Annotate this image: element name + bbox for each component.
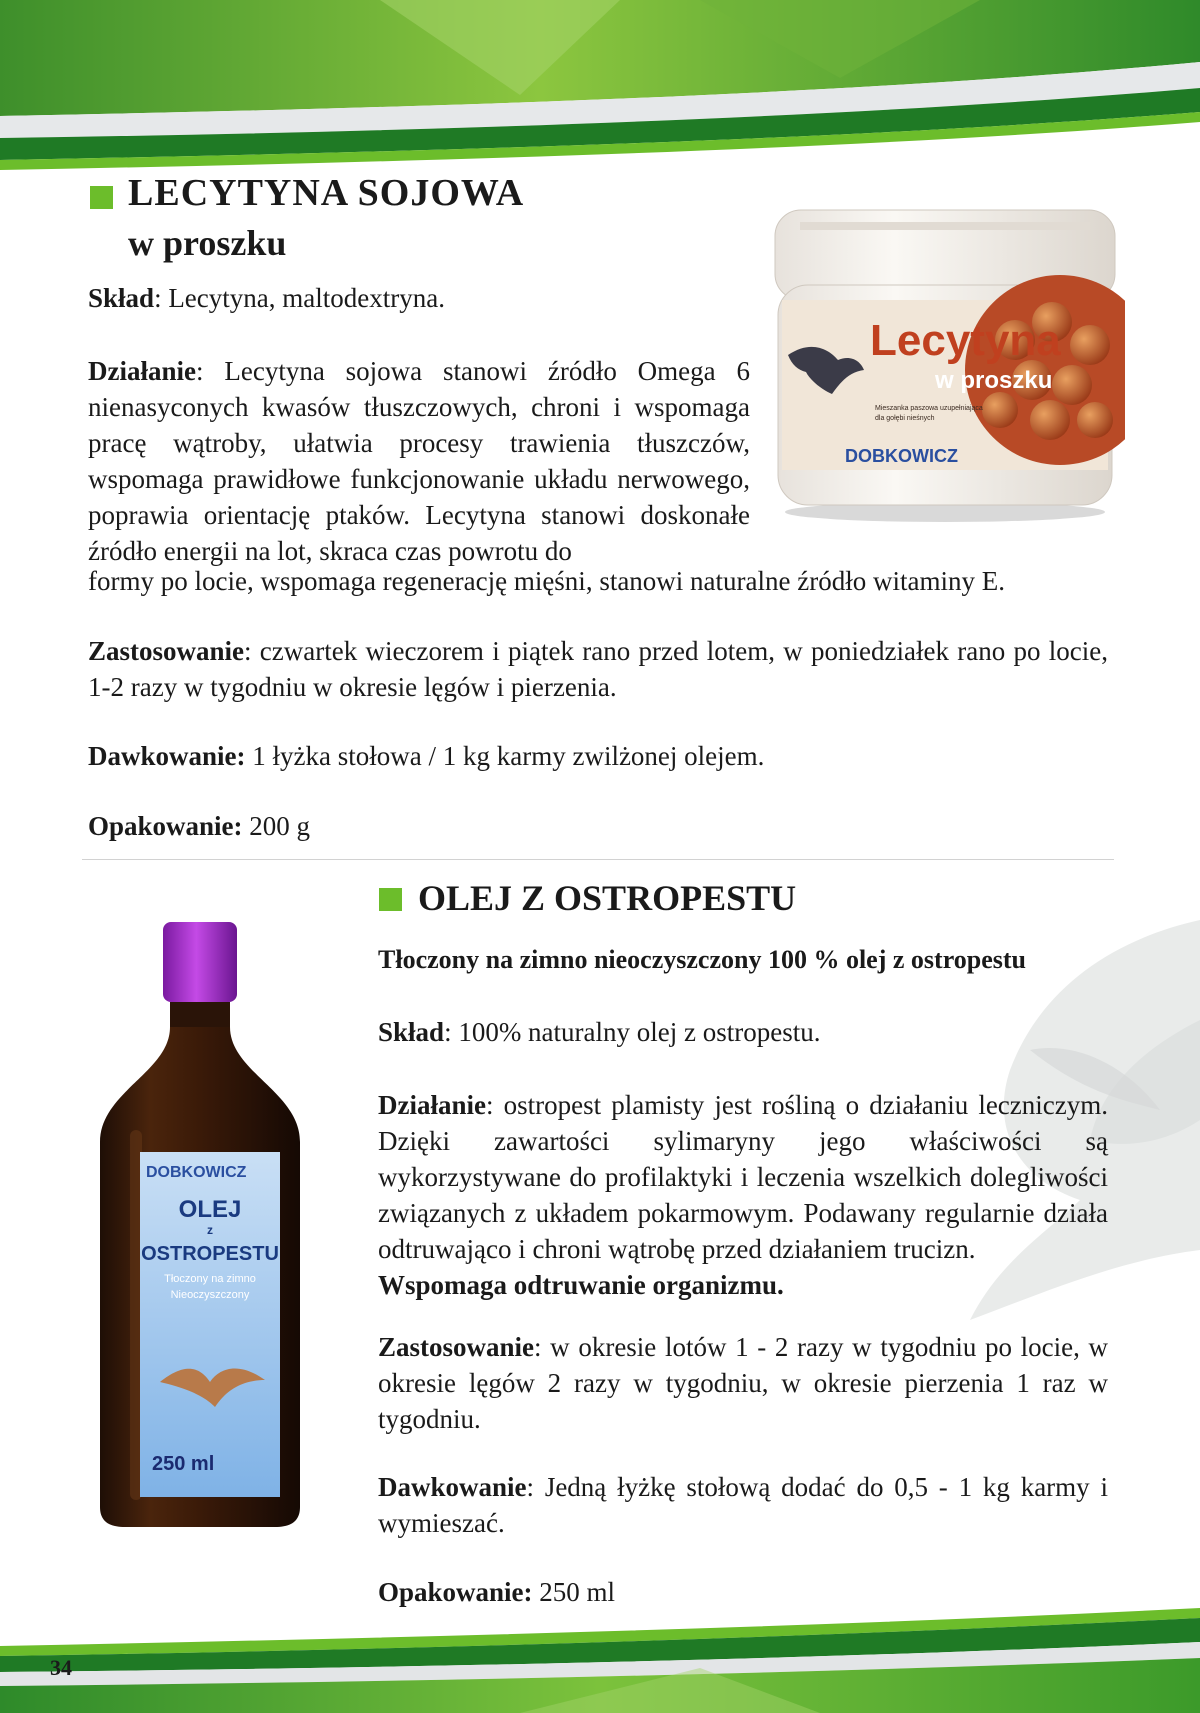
bottle-note-1: Tłoczony na zimno [164,1273,256,1285]
section2-zastosowanie [378,1329,1108,1437]
section-divider [82,859,1114,860]
section1-title-line2: w proszku [128,223,287,263]
dawkowanie-text: : Jedną łyżkę stołową dodać do 0,5 - 1 kg karmy i wymieszać. [378,1472,1108,1538]
bottle-brand: DOBKOWICZ [146,1164,247,1181]
olej-bottle-image [90,922,310,1527]
section2-dzialanie [378,1087,1108,1303]
sklad-text: : 100% naturalny olej z ostropestu. [444,1017,821,1047]
bottom-green-banner [0,1598,1200,1713]
sklad-label: Skład [378,1017,445,1047]
dzialanie-bold: Wspomaga odtruwanie organizmu. [378,1270,784,1300]
section1-dawkowanie [88,738,764,774]
opakowanie-text: 200 g [242,811,311,841]
jar-subtitle: w proszku [935,367,1053,394]
dawkowanie-label: Dawkowanie: [88,741,246,771]
bottle-note-2: Nieoczyszczony [170,1289,250,1301]
top-green-banner [0,0,1200,180]
dzialanie-label: Działanie [378,1090,486,1120]
zastosowanie-text: : w okresie lotów 1 - 2 razy w tygodniu po locie, w okresie lęgów 2 razy w tygodniu, w okresie pierzenia 1 raz w tygodniu. [378,1332,1108,1434]
section2-sklad [378,1014,820,1050]
opakowanie-label: Opakowanie: [378,1577,533,1607]
jar-brand: DOBKOWICZ [845,446,958,466]
dawkowanie-label: Dawkowanie [378,1472,527,1502]
section1-opakowanie [88,808,310,844]
zastosowanie-label: Zastosowanie [88,636,245,666]
zastosowanie-label: Zastosowanie [378,1332,535,1362]
bottle-name-1: OLEJ [178,1196,242,1223]
opakowanie-text: 250 ml [532,1577,616,1607]
section1-dzialanie-tail: formy po locie, wspomaga regenerację mięśni, stanowi naturalne źródło witaminy E. [88,566,1005,596]
dzialanie-label: Działanie [88,356,196,386]
jar-tagline-1: Mieszanka paszowa uzupełniająca [875,405,983,412]
lecytyna-jar-image [760,180,1125,525]
opakowanie-label: Opakowanie: [88,811,243,841]
page-number: 34 [50,1655,72,1680]
sklad-label: Skład [88,283,155,313]
bottle-name-2: z [207,1223,213,1237]
jar-tagline-2: dla gołębi nieśnych [875,415,935,422]
section2-subtitle: Tłoczony na zimno nieoczyszczony 100 % olej z ostropestu [378,945,1026,974]
section-bullet [90,186,113,209]
section2-dawkowanie [378,1469,1108,1541]
section2-title: OLEJ Z OSTROPESTU [418,878,797,918]
sklad-text: : Lecytyna, maltodextryna. [154,283,445,313]
section1-title-line1: LECYTYNA SOJOWA [128,172,525,214]
section1-dzialanie [88,353,750,569]
jar-product-name: Lecytyna [870,316,1061,365]
section-bullet [379,888,402,911]
zastosowanie-text: : czwartek wieczorem i piątek rano przed lotem, w poniedziałek rano po locie, 1-2 razy w tygodniu w okresie lęgów i pierzenia. [88,636,1108,702]
dawkowanie-text: 1 łyżka stołowa / 1 kg karmy zwilżonej olejem. [245,741,765,771]
bottle-name-3: OSTROPESTU [141,1243,279,1265]
section1-sklad [88,280,445,316]
section1-zastosowanie [88,633,1108,705]
dzialanie-text: : Lecytyna sojowa stanowi źródło Omega 6 nienasyconych kwasów tłuszczowych, chroni i wspomaga pracę wątroby, ułatwia procesy trawienia tłuszczów, wspomaga prawidłowe funkcjonowanie układu nerwowego, poprawia orientację ptaków. Lecytyna stanowi doskonałe źródło energii na lot, skraca czas powrotu do [88,356,750,566]
dzialanie-text: : ostropest plamisty jest rośliną o działaniu leczniczym. Dzięki zawartości sylimaryny jego właściwości są wykorzystywane do profilaktyki i leczenia wszelkich dolegliwości związanych z układem pokarmowym. Podawany regularnie działa odtruwająco i chroni wątrobę przed działaniem trucizn. [378,1090,1108,1264]
bottle-volume: 250 ml [152,1453,215,1475]
